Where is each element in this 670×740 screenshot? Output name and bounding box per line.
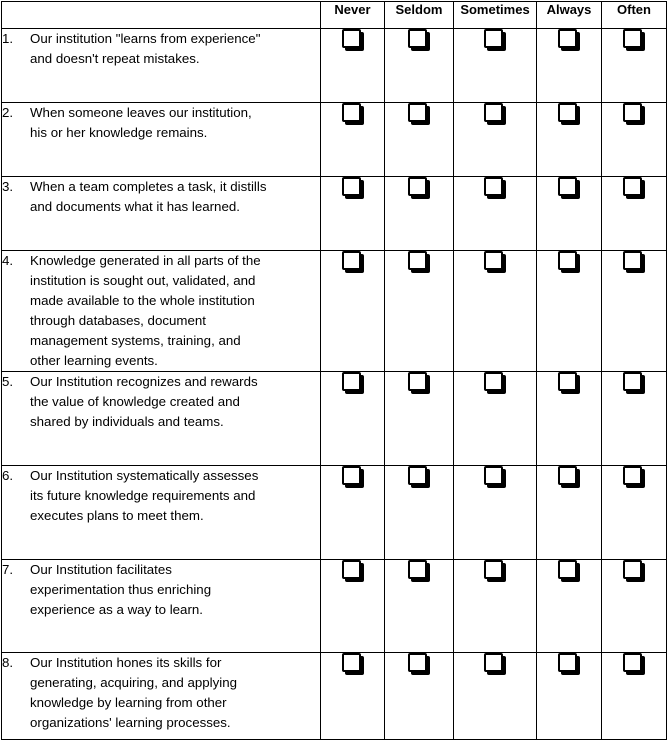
checkbox-icon[interactable] [408,103,430,125]
header-often: Often [602,2,667,29]
option-cell-often [602,251,667,372]
option-cell-never [321,372,385,466]
checkbox-icon[interactable] [408,177,430,199]
checkbox-icon[interactable] [484,29,506,51]
question-text-line: experimentation thus enriching [30,582,212,597]
checkbox-box [484,177,503,196]
question-text [30,560,320,620]
question-text-line: his or her knowledge remains. [30,125,208,140]
header-seldom: Seldom [385,2,454,29]
checkbox-icon[interactable] [342,177,364,199]
question-text [30,653,320,733]
checkbox-icon[interactable] [558,177,580,199]
checkbox-box [484,103,503,122]
checkbox-box [342,177,361,196]
checkbox-icon[interactable] [484,251,506,273]
checkbox-icon[interactable] [408,372,430,394]
checkbox-icon[interactable] [558,653,580,675]
question-text-line: the value of knowledge created and [30,394,240,409]
question-text-line: knowledge by learning from other [30,695,227,710]
checkbox-box [408,177,427,196]
header-sometimes: Sometimes [454,2,537,29]
option-cell-sometimes [454,653,537,740]
checkbox-icon[interactable] [484,560,506,582]
checkbox-icon[interactable] [408,560,430,582]
checkbox-box [623,103,642,122]
checkbox-box [484,372,503,391]
checkbox-icon[interactable] [558,466,580,488]
option-cell-never [321,466,385,560]
checkbox-icon[interactable] [342,29,364,51]
table-row [2,29,667,103]
header-row [2,2,667,29]
checkbox-box [623,466,642,485]
checkbox-icon[interactable] [484,103,506,125]
checkbox-icon[interactable] [484,653,506,675]
question-text-line: Our Institution facilitates [30,562,172,577]
option-cell-always [537,29,602,103]
option-cell-always [537,103,602,177]
question-text-line: institution is sought out, validated, and [30,273,256,288]
checkbox-box [558,177,577,196]
table-row [2,251,667,372]
question-content [2,177,320,217]
checkbox-box [558,560,577,579]
checkbox-box [484,466,503,485]
question-text-line: Our institution "learns from experience" [30,31,261,46]
checkbox-box [342,29,361,48]
option-cell-sometimes [454,103,537,177]
question-text-line: its future knowledge requirements and [30,488,256,503]
option-cell-seldom [385,372,454,466]
question-cell [2,251,321,372]
question-number: 2. [2,105,14,120]
question-text-line: When a team completes a task, it distills [30,179,267,194]
question-number: 7. [2,562,14,577]
option-cell-seldom [385,466,454,560]
question-text-line: and doesn't repeat mistakes. [30,51,200,66]
checkbox-icon[interactable] [408,29,430,51]
checkbox-icon[interactable] [623,372,645,394]
checkbox-box [342,251,361,270]
question-text [30,177,320,217]
checkbox-icon[interactable] [484,372,506,394]
question-text [30,466,320,526]
checkbox-icon[interactable] [623,177,645,199]
question-text-line: Our Institution systematically assesses [30,468,259,483]
checkbox-box [342,466,361,485]
option-cell-sometimes [454,29,537,103]
option-cell-sometimes [454,251,537,372]
option-cell-sometimes [454,560,537,653]
option-cell-never [321,653,385,740]
checkbox-icon[interactable] [342,251,364,273]
checkbox-box [623,653,642,672]
question-number: 3. [2,179,14,194]
question-text [30,29,320,69]
header-always: Always [537,2,602,29]
option-cell-often [602,372,667,466]
table-row [2,466,667,560]
table-row [2,560,667,653]
question-text [30,103,320,143]
question-cell [2,103,321,177]
option-cell-always [537,372,602,466]
question-text-line: through databases, document [30,313,206,328]
checkbox-box [623,560,642,579]
option-cell-often [602,177,667,251]
question-text-line: Our Institution recognizes and rewards [30,374,258,389]
question-text-line: Our Institution hones its skills for [30,655,222,670]
table-row [2,653,667,740]
question-content [2,653,320,733]
header-corner-cell [2,2,321,29]
checkbox-box [342,103,361,122]
option-cell-sometimes [454,177,537,251]
question-text [30,251,320,371]
checkbox-box [558,251,577,270]
checkbox-icon[interactable] [558,372,580,394]
checkbox-box [484,29,503,48]
checkbox-box [408,560,427,579]
question-text-line: When someone leaves our institution, [30,105,252,120]
survey-body [2,29,667,740]
checkbox-icon[interactable] [484,177,506,199]
table-row [2,372,667,466]
checkbox-icon[interactable] [623,251,645,273]
checkbox-box [558,466,577,485]
table-row [2,177,667,251]
checkbox-box [623,29,642,48]
question-content [2,372,320,432]
checkbox-box [342,372,361,391]
option-cell-seldom [385,103,454,177]
question-cell [2,653,321,740]
option-cell-never [321,560,385,653]
checkbox-box [623,177,642,196]
checkbox-box [484,653,503,672]
checkbox-box [408,103,427,122]
checkbox-icon[interactable] [484,466,506,488]
question-cell [2,372,321,466]
checkbox-icon[interactable] [342,372,364,394]
checkbox-icon[interactable] [342,560,364,582]
checkbox-icon[interactable] [623,466,645,488]
question-text-line: organizations' learning processes. [30,715,231,730]
option-cell-often [602,653,667,740]
question-text-line: generating, acquiring, and applying [30,675,237,690]
checkbox-icon[interactable] [623,29,645,51]
option-cell-often [602,103,667,177]
checkbox-icon[interactable] [558,29,580,51]
checkbox-box [558,29,577,48]
question-number: 1. [2,31,14,46]
checkbox-icon[interactable] [558,560,580,582]
checkbox-icon[interactable] [623,653,645,675]
checkbox-box [558,653,577,672]
checkbox-icon[interactable] [558,103,580,125]
checkbox-box [408,466,427,485]
option-cell-always [537,466,602,560]
question-content [2,251,320,371]
checkbox-icon[interactable] [408,466,430,488]
option-cell-never [321,29,385,103]
checkbox-box [623,372,642,391]
option-cell-never [321,177,385,251]
option-cell-always [537,251,602,372]
option-cell-never [321,103,385,177]
checkbox-icon[interactable] [342,466,364,488]
option-cell-often [602,466,667,560]
question-content [2,103,320,143]
checkbox-box [408,653,427,672]
checkbox-icon[interactable] [342,103,364,125]
option-cell-often [602,29,667,103]
checkbox-box [484,251,503,270]
checkbox-icon[interactable] [558,251,580,273]
option-cell-always [537,177,602,251]
checkbox-box [558,372,577,391]
option-cell-never [321,251,385,372]
option-cell-often [602,560,667,653]
question-text-line: other learning events. [30,353,158,368]
question-number: 4. [2,253,14,268]
question-content [2,466,320,526]
question-cell [2,177,321,251]
checkbox-box [484,560,503,579]
checkbox-icon[interactable] [623,560,645,582]
checkbox-icon[interactable] [342,653,364,675]
survey-table [1,1,667,740]
option-cell-seldom [385,653,454,740]
question-text-line: shared by individuals and teams. [30,414,224,429]
question-content [2,560,320,620]
question-text-line: made available to the whole institution [30,293,255,308]
option-cell-always [537,560,602,653]
question-text-line: executes plans to meet them. [30,508,204,523]
question-text-line: and documents what it has learned. [30,199,240,214]
option-cell-seldom [385,560,454,653]
checkbox-icon[interactable] [408,251,430,273]
checkbox-icon[interactable] [623,103,645,125]
question-text-line: experience as a way to learn. [30,602,203,617]
table-row [2,103,667,177]
question-text [30,372,320,432]
question-cell [2,560,321,653]
question-number: 6. [2,468,14,483]
question-cell [2,466,321,560]
question-cell [2,29,321,103]
option-cell-seldom [385,29,454,103]
option-cell-sometimes [454,372,537,466]
question-text-line: Knowledge generated in all parts of the [30,253,261,268]
question-text-line: management systems, training, and [30,333,241,348]
checkbox-box [342,653,361,672]
question-content [2,29,320,69]
checkbox-box [408,29,427,48]
checkbox-box [408,372,427,391]
option-cell-seldom [385,251,454,372]
checkbox-box [342,560,361,579]
option-cell-always [537,653,602,740]
checkbox-icon[interactable] [408,653,430,675]
question-number: 5. [2,374,14,389]
option-cell-seldom [385,177,454,251]
header-never: Never [321,2,385,29]
question-number: 8. [2,655,14,670]
checkbox-box [558,103,577,122]
option-cell-sometimes [454,466,537,560]
checkbox-box [623,251,642,270]
checkbox-box [408,251,427,270]
